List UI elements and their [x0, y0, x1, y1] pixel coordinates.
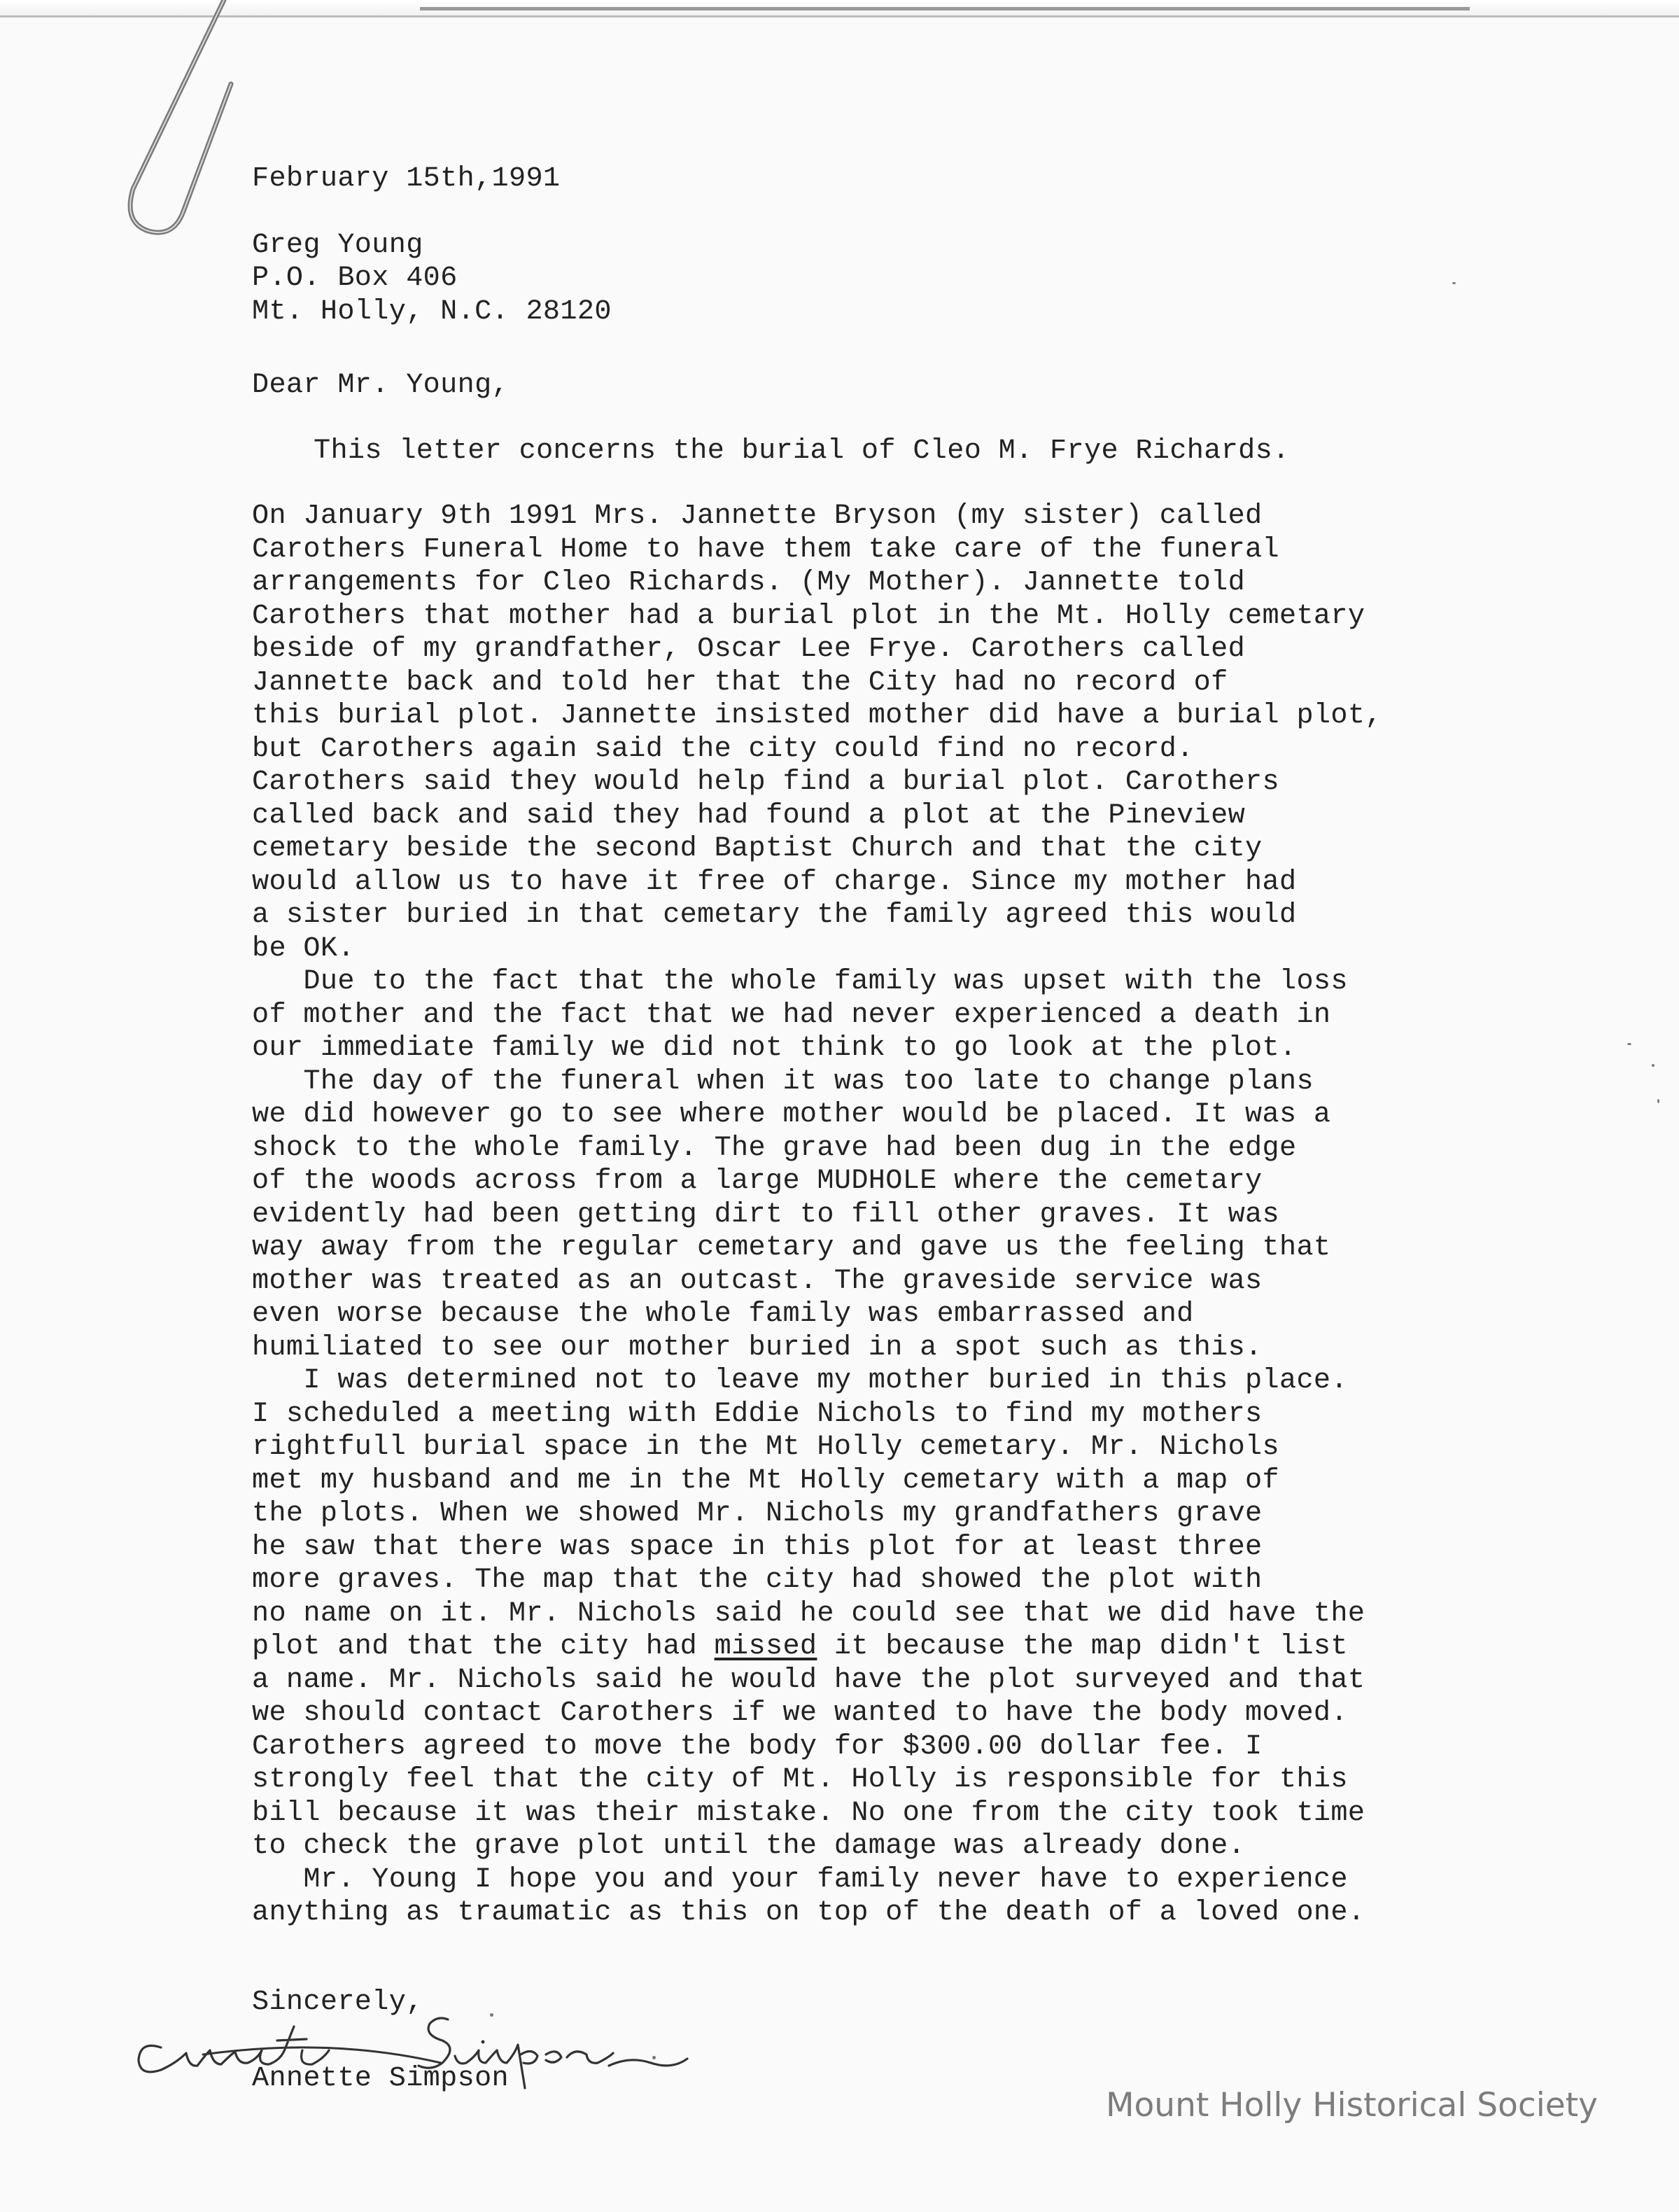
paperclip-icon: [119, 0, 259, 252]
scan-speck: [1652, 1064, 1655, 1067]
body-line: Mr. Young I hope you and your family never have to experience: [252, 1863, 1348, 1896]
body-line: arrangements for Cleo Richards. (My Mother). Jannette told: [252, 567, 1246, 598]
body-line: strongly feel that the city of Mt. Holly is responsible for this: [252, 1764, 1348, 1795]
body-line: Carothers that mother had a burial plot in the Mt. Holly cemetary: [252, 600, 1365, 632]
body-line: I was determined not to leave my mother buried in this place.: [252, 1365, 1348, 1396]
scan-speck: [490, 2013, 493, 2017]
closing: Sincerely,: [252, 1986, 423, 2018]
letter-date: February 15th,1991: [252, 163, 561, 195]
body-line: way away from the regular cemetary and gave us the feeling that: [252, 1232, 1331, 1264]
body-line: would allow us to have it free of charge. Since my mother had: [252, 866, 1297, 898]
body-line: this burial plot. Jannette insisted mother did have a burial plot,: [252, 700, 1382, 732]
letter-body: [252, 162, 1582, 2096]
letter-body-text: [252, 500, 1582, 1930]
body-line: called back and said they had found a plot at the Pineview: [252, 799, 1246, 832]
body-line: evidently had been getting dirt to fill other graves. It was: [252, 1198, 1279, 1231]
body-line: Carothers agreed to move the body for $300.00 dollar fee. I: [252, 1730, 1263, 1763]
body-line: Carothers Funeral Home to have them take care of the funeral: [252, 533, 1279, 566]
scan-speck: [1657, 1099, 1659, 1103]
body-line: mother was treated as an outcast. The graveside service was: [252, 1265, 1263, 1297]
body-line: humiliated to see our mother buried in a spot such as this.: [252, 1331, 1263, 1364]
body-line: shock to the whole family. The grave had been dug in the edge: [252, 1132, 1297, 1164]
body-text-run: plot and that the city had: [252, 1631, 715, 1662]
body-line: bill because it was their mistake. No one from the city took time: [252, 1797, 1365, 1829]
body-line: Due to the fact that the whole family was upset with the loss: [252, 966, 1348, 997]
body-line: beside of my grandfather, Oscar Lee Frye. Carothers called: [252, 634, 1246, 665]
intro-paragraph: This letter concerns the burial of Cleo M. Frye Richards.: [314, 435, 1290, 467]
body-line: cemetary beside the second Baptist Church and that the city: [252, 833, 1263, 864]
body-line: a name. Mr. Nichols said he would have the plot surveyed and that: [252, 1664, 1365, 1696]
body-line: we did however go to see where mother would be placed. It was a: [252, 1099, 1331, 1130]
body-line: he saw that there was space in this plot for at least three: [252, 1531, 1263, 1563]
body-text-run: it because the map didn't list: [817, 1631, 1348, 1662]
salutation: Dear Mr. Young,: [252, 370, 509, 401]
body-line: even worse because the whole family was embarrassed and: [252, 1298, 1194, 1330]
body-line: be OK.: [252, 932, 355, 965]
address-line: Greg Young: [252, 229, 423, 261]
body-line: our immediate family we did not think to go look at the plot.: [252, 1032, 1297, 1064]
body-line: we should contact Carothers if we wanted to have the body moved.: [252, 1698, 1348, 1729]
body-line: but Carothers again said the city could find no record.: [252, 733, 1194, 765]
signer-name: Annette Simpson: [252, 2063, 509, 2094]
handwritten-signature: [119, 1998, 693, 2090]
scan-speck: [1627, 1043, 1631, 1045]
body-line: [252, 1630, 1582, 1664]
watermark: Mount Holly Historical Society: [1106, 2086, 1598, 2124]
body-line: Jannette back and told her that the City had no record of: [252, 666, 1228, 699]
body-line: the plots. When we showed Mr. Nichols my grandfathers grave: [252, 1498, 1263, 1530]
scan-speck: [652, 2056, 656, 2059]
body-line: a sister buried in that cemetary the family agreed this would: [252, 899, 1297, 931]
underlined-word: missed: [714, 1631, 817, 1662]
body-line: of the woods across from a large MUDHOLE where the cemetary: [252, 1166, 1263, 1197]
body-line: rightfull burial space in the Mt Holly cemetary. Mr. Nichols: [252, 1432, 1279, 1463]
body-line: more graves. The map that the city had showed the plot with: [252, 1564, 1263, 1596]
body-line: met my husband and me in the Mt Holly cemetary with a map of: [252, 1464, 1279, 1497]
address-line: Mt. Holly, N.C. 28120: [252, 295, 612, 328]
body-line: The day of the funeral when it was too late to change plans: [252, 1065, 1314, 1098]
body-line: no name on it. Mr. Nichols said he could see that we did have the: [252, 1597, 1365, 1630]
body-line: anything as traumatic as this on top of the death of a loved one.: [252, 1897, 1365, 1928]
body-line: to check the grave plot until the damage was already done.: [252, 1830, 1246, 1862]
body-line: On January 9th 1991 Mrs. Jannette Bryson (my sister) called: [252, 500, 1263, 532]
body-line: I scheduled a meeting with Eddie Nichols to find my mothers: [252, 1398, 1263, 1430]
address-line: P.O. Box 406: [252, 262, 458, 294]
body-line: Carothers said they would help find a burial plot. Carothers: [252, 766, 1279, 798]
body-line: of mother and the fact that we had never experienced a death in: [252, 999, 1331, 1031]
recipient-address: [252, 229, 1582, 329]
scan-speck: [1452, 282, 1456, 284]
